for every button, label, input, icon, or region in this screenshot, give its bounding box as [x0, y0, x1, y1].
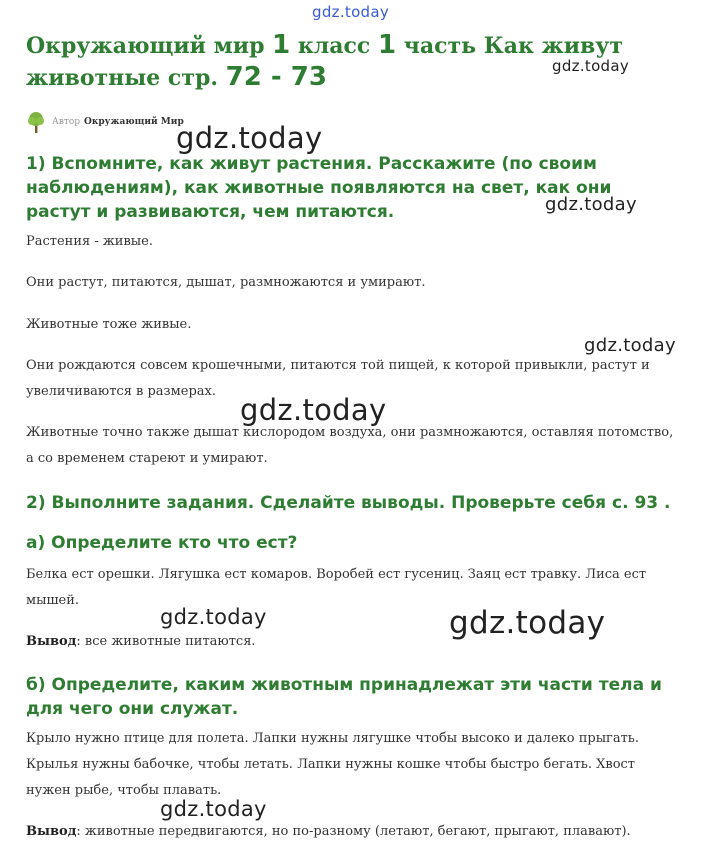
watermark: gdz.today: [240, 393, 387, 427]
answer-paragraph: Они растут, питаются, дышат, размножаются и умирают.: [26, 275, 426, 290]
tree-icon: [26, 111, 46, 133]
answer-paragraph: Они рождаются совсем крошечными, питаются той пищей, к которой привыкли, растут и увеличиваются в размерах.: [26, 358, 650, 399]
answer-paragraph: Животные точно также дышат кислородом воздуха, они размножаются, оставляя потомство, а со временем стареют и умирают.: [26, 425, 674, 466]
watermark: gdz.today: [449, 605, 606, 641]
question-2-heading: 2) Выполните задания. Сделайте выводы. Проверьте себя с. 93 .: [26, 493, 671, 513]
author-label: Автор: [52, 117, 81, 127]
watermark: gdz.today: [584, 335, 676, 356]
page-title: Окружающий мир 1 класс 1 часть Как живут животные стр. 72 - 73: [26, 30, 624, 92]
watermark: gdz.today: [160, 605, 267, 629]
task-a-text: Белка ест орешки. Лягушка ест комаров. Воробей ест гусениц. Заяц ест травку. Лиса ест мышей.: [26, 567, 647, 608]
task-b-text: Крыло нужно птице для полета. Лапки нужны лягушке чтобы высоко и далеко прыгать. Крылья нужны бабочке, чтобы летать. Лапки нужны кошке чтобы быстро бегать. Хвост нужен рыбе, чтобы плавать.: [26, 731, 640, 798]
watermark: gdz.today: [552, 57, 630, 75]
author-link[interactable]: Окружающий Мир: [84, 117, 184, 127]
task-b-heading: б) Определите, каким животным принадлежат эти части тела и для чего они служат.: [26, 675, 662, 719]
question-1-heading: 1) Вспомните, как живут растения. Расскажите (по своим наблюдениям), как животные появляются на свет, как они растут и развиваются, чем питаются.: [26, 154, 612, 222]
task-b-conclusion: Вывод: животные передвигаются, но по-разному (летают, бегают, прыгают, плавают).: [26, 824, 631, 839]
task-a-conclusion: Вывод: все животные питаются.: [26, 634, 256, 649]
task-a-heading: а) Определите кто что ест?: [26, 533, 298, 553]
author-line: [26, 111, 184, 133]
watermark: gdz.today: [312, 3, 390, 21]
watermark: gdz.today: [160, 797, 267, 821]
watermark: gdz.today: [545, 194, 637, 215]
answer-paragraph: Растения - живые.: [26, 234, 153, 249]
answer-paragraph: Животные тоже живые.: [26, 317, 192, 332]
watermark: gdz.today: [176, 121, 323, 155]
